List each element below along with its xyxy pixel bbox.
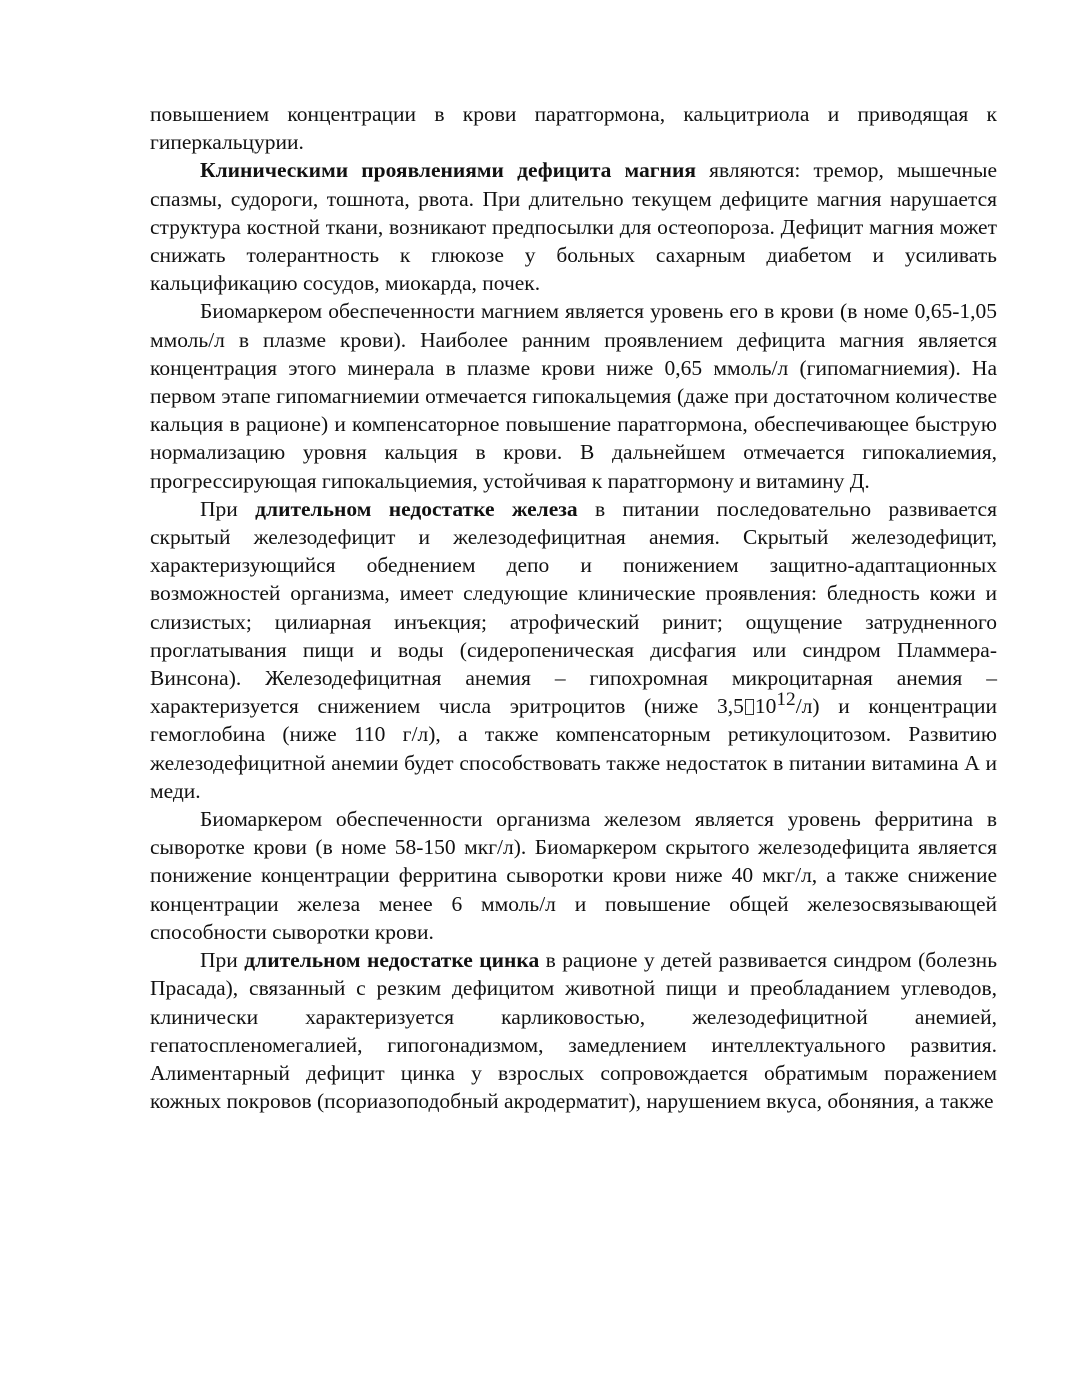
paragraph-magnesium-biomarker xyxy=(150,297,997,494)
exponent-base: 10 xyxy=(754,694,777,719)
paragraph-iron-deficiency xyxy=(150,495,997,805)
exponent-unit: /л) xyxy=(795,694,820,719)
paragraph-magnesium-symptoms xyxy=(150,156,997,297)
paragraph-text-lead: При xyxy=(200,948,245,973)
paragraph-text: Биомаркером обеспеченности организма железом является уровень ферритина в сыворотке крови (в номе 58-150 мкг/л). Биомаркером скрытого железодефицита является понижение концентрации ферритина сыворотки крови ниже 40 мкг/л, а также снижение концентрации железа менее 6 ммоль/л и повышение общей железосвязывающей способности сыворотки крови. xyxy=(150,807,997,944)
missing-glyph-box-icon xyxy=(745,699,754,715)
paragraph-text: в рационе у детей развивается синдром (болезнь Прасада), связанный с резким дефицитом животной пищи и преобладанием углеводов, клинически характеризуется карликовостью, железодефицитной анемией, гепатоспленомегалией, гипогонадизмом, замедлением интеллектуального развития. Алиментарный дефицит цинка у взрослых сопровождается обратимым поражением кожных покровов (псориазоподобный акродерматит), нарушением вкуса, обоняния, а также xyxy=(150,948,997,1114)
paragraph-calcium-continuation xyxy=(150,100,997,156)
paragraph-text-tail: и концентрации гемоглобина (ниже 110 г/л), а также компенсаторным ретикулоцитозом. Развитию железодефицитной анемии будет способствовать также недостаток в питании витамина А и меди. xyxy=(150,694,998,803)
exponent-superscript: 12 xyxy=(776,688,796,710)
paragraph-text: повышением концентрации в крови паратгормона, кальцитриола и приводящая к гиперкальцурии. xyxy=(150,102,997,155)
document-page xyxy=(150,100,997,1115)
paragraph-text-lead: При xyxy=(200,496,256,521)
bold-heading-magnesium-deficiency: Клиническими проявлениями дефицита магния xyxy=(200,158,696,183)
bold-heading-zinc-deficiency: длительном недостатке цинка xyxy=(244,948,540,973)
paragraph-zinc-deficiency xyxy=(150,946,997,1115)
paragraph-iron-biomarker xyxy=(150,805,997,946)
paragraph-text: в питании последовательно развивается скрытый железодефицит и железодефицитная анемия. Скрытый железодефицит, характеризующийся обеднением депо и понижением защитно-адаптационных возможностей организма, имеет следующие клинические проявления: бледность кожи и слизистых; цилиарная инъекция; атрофический ринит; ощущение затрудненного проглатывания пищи и воды (сидеропеническая дисфагия или синдром Пламмера-Винсона). Железодефицитная анемия – гипохромная микроцитарная анемия – характеризуется снижением числа эритроцитов (ниже 3,5 xyxy=(150,496,997,719)
paragraph-text: являются: тремор, мышечные спазмы, судороги, тошнота, рвота. При длительно текущем дефиците магния нарушается структура костной ткани, возникают предпосылки для остеопороза. Дефицит магния может снижать толерантность к глюкозе у больных сахарным диабетом и усиливать кальцификацию сосудов, миокарда, почек. xyxy=(150,158,997,296)
bold-heading-iron-deficiency: длительном недостатке железа xyxy=(255,496,578,521)
paragraph-text: Биомаркером обеспеченности магнием является уровень его в крови (в номе 0,65-1,05 ммоль/л в плазме крови). Наиболее ранним проявлением дефицита магния является концентрация этого минерала в плазме крови ниже 0,65 ммоль/л (гипомагниемия). На первом этапе гипомагниемии отмечается гипокальцемия (даже при достаточном количестве кальция в рационе) и компенсаторное повышение паратгормона, обеспечивающее быструю нормализацию уровня кальция в крови. В дальнейшем отмечается гипокалиемия, прогрессирующая гипокальциемия, устойчивая к паратгормону и витамину Д. xyxy=(150,299,997,493)
